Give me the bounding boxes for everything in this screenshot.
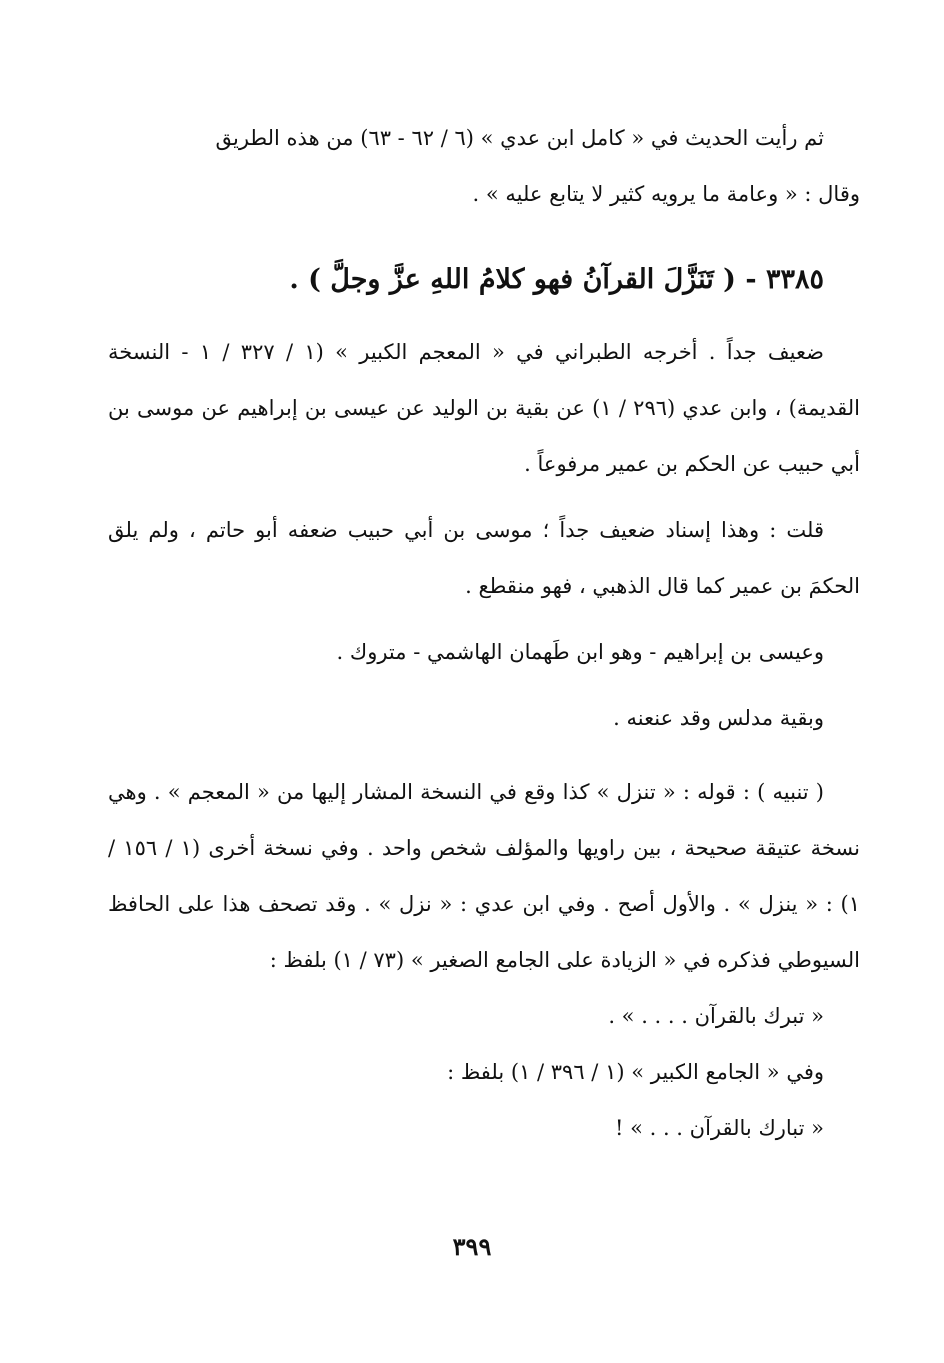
paragraph-isa: وعيسى بن إبراهيم - وهو ابن طَهمان الهاشمي - متروك .: [336, 640, 824, 664]
hadith-heading: [108, 250, 860, 310]
quote-tabarrak: « تبرك بالقرآن . . . . » .: [608, 1004, 824, 1028]
paragraph-grading: ضعيف جداً . أخرجه الطبراني في « المعجم الكبير » (١ / ٣٢٧ / ١ - النسخة القديمة) ، وابن عدي (٢٩٦ / ١) عن بقية بن الوليد عن عيسى بن إبراهيم عن موسى بن أبي حبيب عن الحكم بن عمير مرفوعاً .: [108, 340, 860, 476]
page-number: ٣٩٩: [452, 1232, 492, 1261]
document-body: [108, 110, 860, 1156]
hadith-text: ( تَنَزَّلَ القرآنُ فهو كلامُ اللهِ عزَّ وجلَّ ) .: [289, 264, 736, 295]
paragraph-intro-line1: ثم رأيت الحديث في « كامل ابن عدي » (٦ / ٦٢ - ٦٣) من هذه الطريق: [215, 126, 824, 150]
paragraph-isnad: قلت : وهذا إسناد ضعيف جداً ؛ موسى بن أبي حبيب ضعفه أبو حاتم ، ولم يلق الحكمَ بن عمير كما قال الذهبي ، فهو منقطع .: [108, 518, 860, 598]
hadith-number: ٣٣٨٥ -: [745, 264, 824, 295]
paragraph-intro-line2: وقال : « وعامة ما يرويه كثير لا يتابع عليه » .: [472, 182, 860, 206]
quote-tabaraka: « تبارك بالقرآن . . . » !: [614, 1116, 824, 1140]
paragraph-baqiyya: وبقية مدلس وقد عنعنه .: [613, 706, 824, 730]
paragraph-jami-kabir: وفي « الجامع الكبير » (١ / ٣٩٦ / ١) بلفظ :: [447, 1060, 824, 1084]
paragraph-note: ( تنبيه ) : قوله : « تنزل » كذا وقع في النسخة المشار إليها من « المعجم » . وهي نسخة عتيقة صحيحة ، بين راويها والمؤلف شخص واحد . وفي نسخة أخرى (١ / ١٥٦ / ١) : « ينزل » . والأول أصح . وفي ابن عدي : « نزل » . وقد تصحف هذا على الحافظ السيوطي فذكره في « الزيادة على الجامع الصغير » (٧٣ / ١) بلفظ :: [108, 780, 860, 972]
